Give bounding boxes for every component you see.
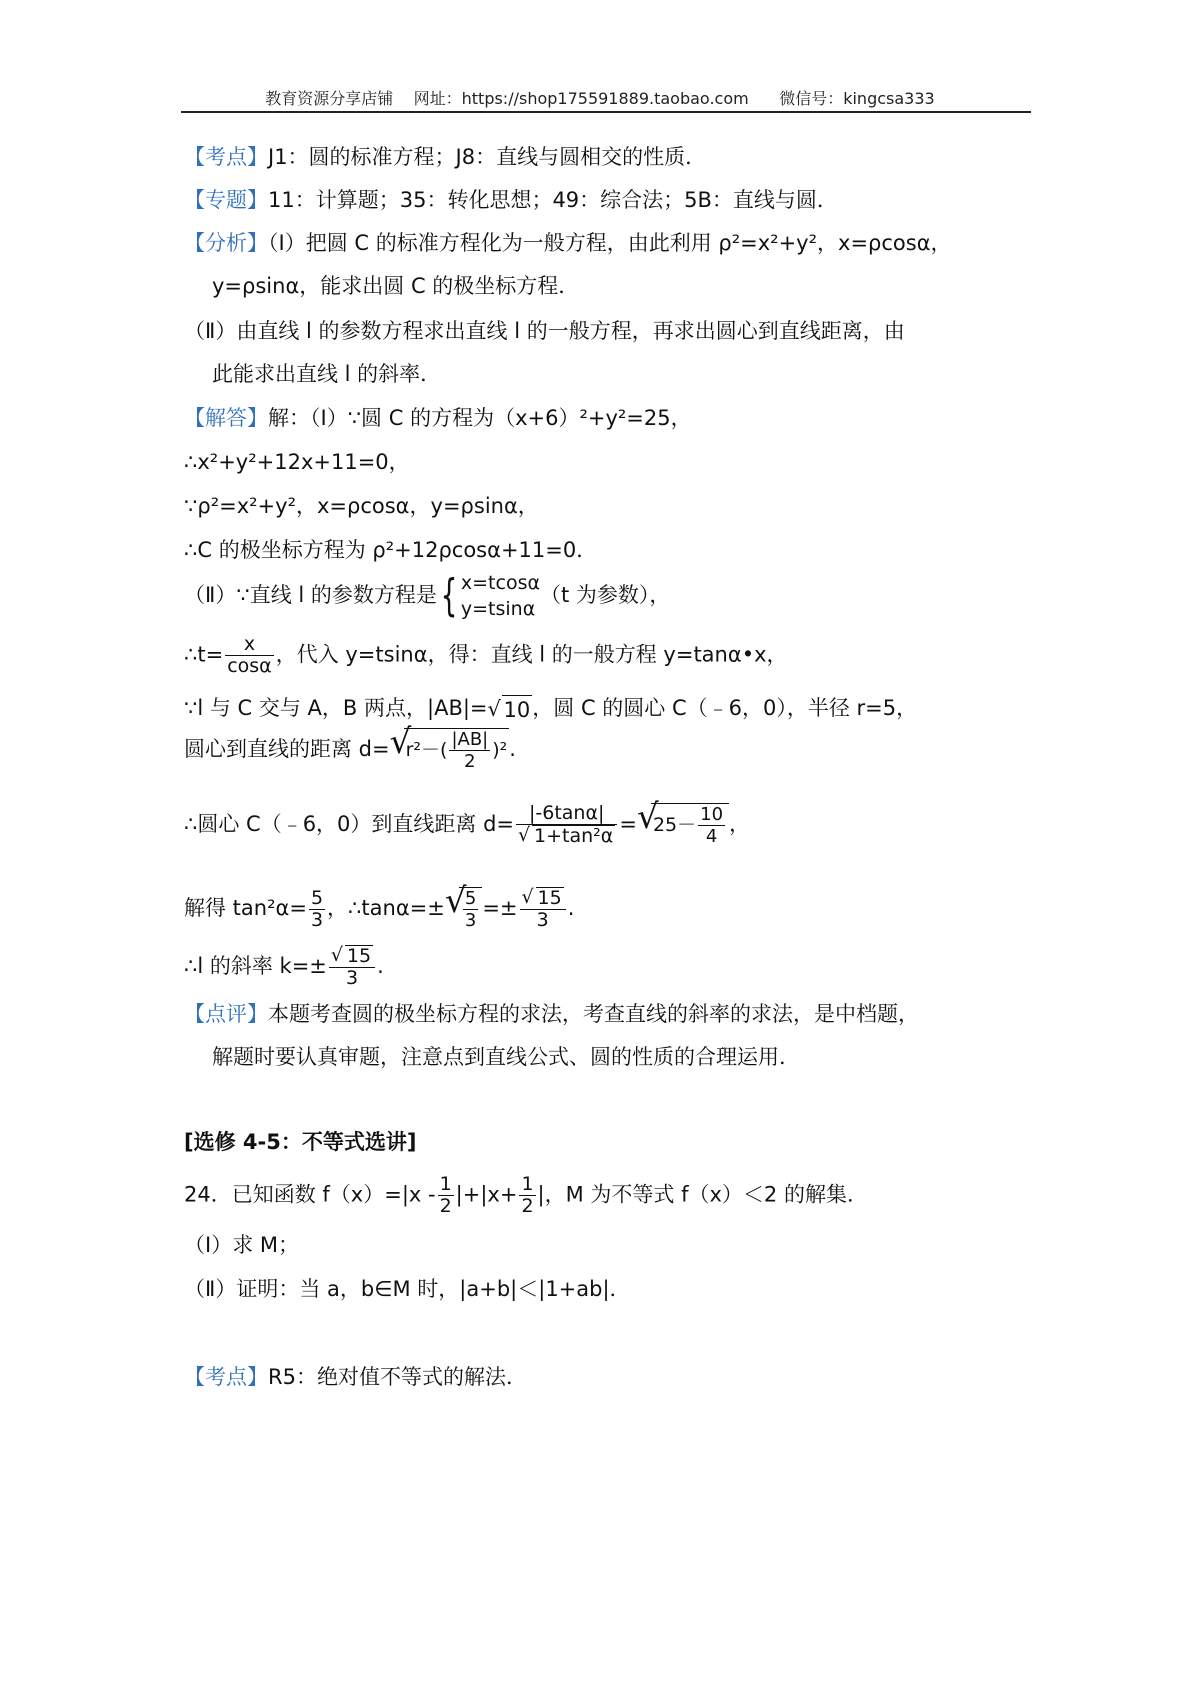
fraction-distance: |-6tanα| √ 1+tan²α [516, 803, 617, 847]
q23-dianping-line2: 解题时要认真审题，注意点到直线公式、圆的性质的合理运用． [212, 1045, 800, 1069]
dianping-tag: 【点评】 [184, 1002, 268, 1026]
brace-symbol: { [440, 570, 458, 621]
fraction-half-1: $\frac{1}{2}$ [439, 1173, 452, 1217]
solution-step-5: （Ⅱ）∵直线 l 的参数方程是{ x=tcosα y=tsinα （t 为参数）， [184, 570, 671, 621]
q23-fenxi-line1: 【分析】（Ⅰ）把圆 C 的标准方程化为一般方程，由此利用 ρ²=x²+y²，x=ρcosα， [184, 231, 952, 255]
solution-step-3: ∵ρ²=x²+y²，x=ρcosα，y=ρsinα， [184, 494, 539, 518]
q23-zhuanti: 【专题】11：计算题；35：转化思想；49：综合法；5B：直线与圆． [184, 188, 838, 212]
sqrt-5-3: √ $\frac{5}{3}$ [445, 887, 482, 931]
fraction-5-3: $\frac{5}{3}$ [310, 886, 324, 931]
fraction-x-over-cos: $\frac{x}{\cos\alpha}$ [227, 633, 272, 677]
fenxi-tag: 【分析】 [184, 231, 268, 255]
solution-step-9: ∴圆心 C（﹣6，0）到直线距离 d= |-6tanα| √ 1+tan²α = √ 25－ $\frac{10}{4}$ ， [184, 797, 751, 847]
fraction-half-2: $\frac{1}{2}$ [521, 1173, 534, 1217]
q23-fenxi-line2: y=ρsinα，能求出圆 C 的极坐标方程． [212, 274, 580, 298]
q24-kaodian: 【考点】R5：绝对值不等式的解法． [184, 1365, 527, 1389]
q24-part1: （Ⅰ）求 M； [184, 1233, 299, 1257]
q24-part2: （Ⅱ）证明：当 a，b∈M 时，|a+b|＜|1+ab|． [184, 1277, 631, 1301]
page-header: 教育资源分享店铺 网址：https://shop175591889.taobao.com 微信号：kingcsa333 [265, 89, 935, 108]
kaodian-tag: 【考点】 [184, 1365, 268, 1389]
fraction-slope: √ 15 3 [329, 945, 375, 989]
sqrt-25-minus: √ 25－ $\frac{10}{4}$ [637, 803, 729, 847]
q24-statement: 24．已知函数 f（x）=|x - $\frac{1}{2}$ |+|x+ $\frac{1}{2}$ |，M 为不等式 f（x）＜2 的解集． [184, 1173, 868, 1217]
header-divider [181, 111, 1031, 113]
solution-step-7: ∵l 与 C 交与 A，B 两点，|AB|= √ 10，圆 C 的圆心 C（﹣6，0），半径 r=5， [184, 696, 918, 722]
sqrt-distance-formula: √ r²－( $\frac{|AB|}{2}$ )² [389, 722, 508, 772]
solution-step-2: ∴x²+y²+12x+11=0， [184, 450, 410, 474]
zhuanti-tag: 【专题】 [184, 188, 268, 212]
q23-jieda-line1: 【解答】解：（Ⅰ）∵圆 C 的方程为（x+6）²+y²=25， [184, 406, 692, 430]
parametric-system: x=tcosα y=tsinα [460, 572, 540, 620]
fraction-sqrt15-3: √ 15 3 [520, 887, 566, 931]
solution-step-6: ∴t= $\frac{x}{\cos\alpha}$ ，代入 y=tsinα，得：直线 l 的一般方程 y=tanα•x， [184, 633, 788, 677]
solution-step-11: ∴l 的斜率 k=± √ 15 3 . [184, 944, 384, 989]
q23-dianping-line1: 【点评】本题考查圆的极坐标方程的求法，考查直线的斜率的求法，是中档题， [184, 1002, 919, 1026]
solution-step-8: 圆心到直线的距离 d= √ r²－( $\frac{|AB|}{2}$ )². [184, 722, 516, 772]
jieda-tag: 【解答】 [184, 406, 268, 430]
solution-step-10: 解得 tan²α= $\frac{5}{3}$ ，∴tanα=± √ $\frac{5}{3}$ =± √ 15 3 . [184, 881, 575, 931]
kaodian-tag: 【考点】 [184, 145, 268, 169]
q23-kaodian: 【考点】J1：圆的标准方程；J8：直线与圆相交的性质． [184, 145, 707, 169]
section-title: [选修 4-5：不等式选讲] [184, 1130, 417, 1154]
solution-step-4: ∴C 的极坐标方程为 ρ²+12ρcosα+11=0． [184, 538, 598, 562]
q23-fenxi-line3: （Ⅱ）由直线 l 的参数方程求出直线 l 的一般方程，再求出圆心到直线距离，由 [184, 319, 905, 343]
q23-fenxi-line4: 此能求出直线 l 的斜率． [212, 362, 442, 386]
sqrt-10: √ 10 [487, 696, 531, 722]
